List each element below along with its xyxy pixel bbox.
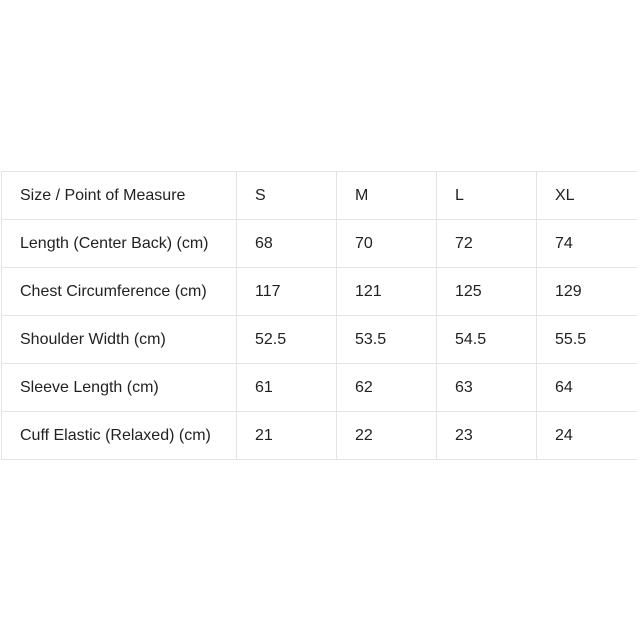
value-cell: 21 (237, 412, 337, 460)
value-cell: 53.5 (337, 316, 437, 364)
value-cell: 24 (537, 412, 637, 460)
table-row (2, 412, 637, 460)
measure-label-cell: Cuff Elastic (Relaxed) (cm) (2, 412, 237, 460)
measure-label-cell: Chest Circumference (cm) (2, 268, 237, 316)
table-row (2, 220, 637, 268)
header-cell: S (237, 172, 337, 220)
header-cell: M (337, 172, 437, 220)
header-cell: XL (537, 172, 637, 220)
value-cell: 121 (337, 268, 437, 316)
table-row (2, 316, 637, 364)
value-cell: 61 (237, 364, 337, 412)
value-cell: 62 (337, 364, 437, 412)
value-cell: 64 (537, 364, 637, 412)
measure-label-cell: Length (Center Back) (cm) (2, 220, 237, 268)
table-row (2, 364, 637, 412)
value-cell: 52.5 (237, 316, 337, 364)
value-cell: 22 (337, 412, 437, 460)
value-cell: 54.5 (437, 316, 537, 364)
value-cell: 72 (437, 220, 537, 268)
header-cell: Size / Point of Measure (2, 172, 237, 220)
value-cell: 55.5 (537, 316, 637, 364)
value-cell: 129 (537, 268, 637, 316)
size-chart-table (1, 171, 637, 460)
table-header-row (2, 172, 637, 220)
header-cell: L (437, 172, 537, 220)
value-cell: 74 (537, 220, 637, 268)
value-cell: 125 (437, 268, 537, 316)
value-cell: 63 (437, 364, 537, 412)
table-row (2, 268, 637, 316)
value-cell: 70 (337, 220, 437, 268)
measure-label-cell: Shoulder Width (cm) (2, 316, 237, 364)
value-cell: 68 (237, 220, 337, 268)
value-cell: 23 (437, 412, 537, 460)
measure-label-cell: Sleeve Length (cm) (2, 364, 237, 412)
value-cell: 117 (237, 268, 337, 316)
